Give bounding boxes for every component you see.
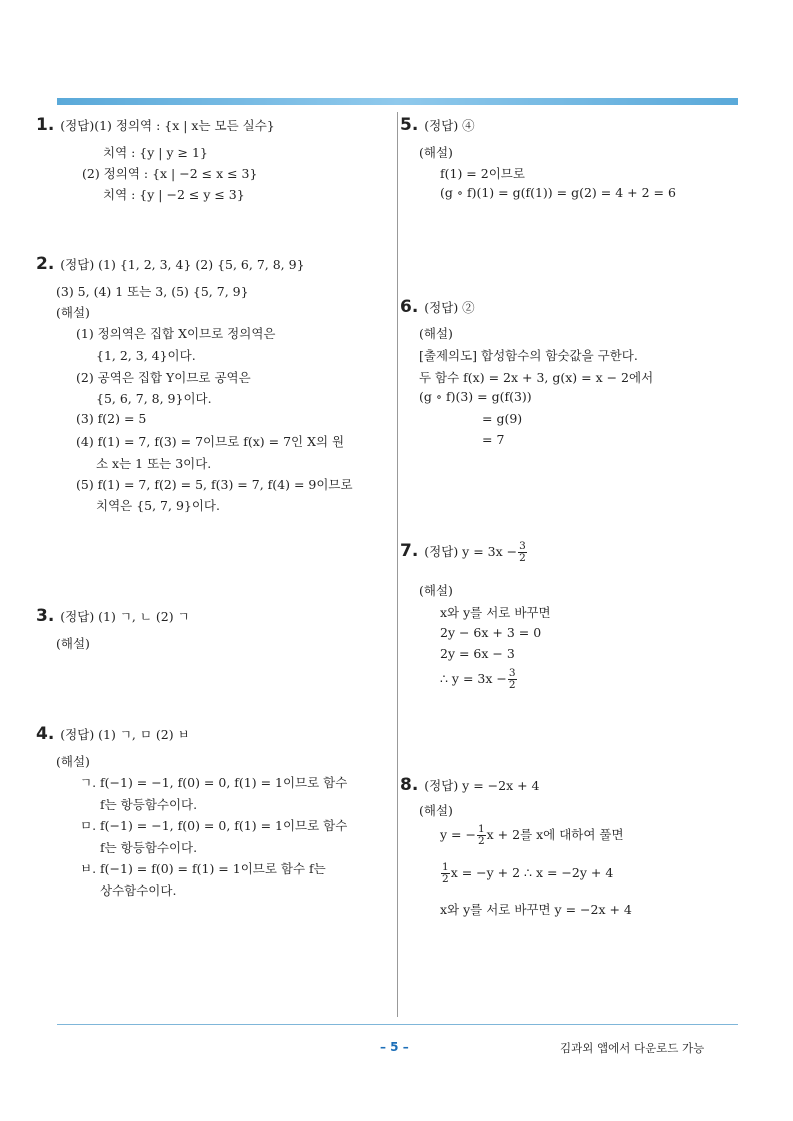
q4-e2: f는 항등함수이다. xyxy=(100,797,198,812)
q2-e5: (3) f(2) = 5 xyxy=(76,411,147,426)
q4-e4: f는 항등함수이다. xyxy=(100,840,198,855)
q2-e4: {5, 6, 7, 8, 9}이다. xyxy=(96,391,212,406)
q8-e3: x와 y를 서로 바꾸면 y = −2x + 4 xyxy=(440,902,632,917)
q2-e7: 소 x는 1 또는 3이다. xyxy=(96,456,212,471)
q8-e2: $\frac{1}{2}$ x = −y + 2 ∴ x = −2y + 4 xyxy=(442,861,614,885)
q2-line2: (3) 5, (4) 1 또는 3, (5) {5, 7, 9} xyxy=(56,284,249,299)
page-number: – 5 – xyxy=(380,1040,409,1054)
q5-explanation-label: (해설) xyxy=(419,145,453,160)
q6-explanation-label: (해설) xyxy=(419,326,453,341)
q6-e1: [출제의도] 합성함수의 함숫값을 구한다. xyxy=(419,348,638,363)
q1-line3: (2) 정의역 : {x | −2 ≤ x ≤ 3} xyxy=(82,166,258,181)
q7-e2: 2y − 6x + 3 = 0 xyxy=(440,625,542,640)
q7-e4-fraction: $\frac{3}{2}$ xyxy=(508,667,516,691)
q5-e2: (g ∘ f)(1) = g(f(1)) = g(2) = 4 + 2 = 6 xyxy=(440,185,676,200)
q4-answer: 4. (정답) (1) ㄱ, ㅁ (2) ㅂ xyxy=(36,724,190,744)
q7-explanation-label: (해설) xyxy=(419,583,453,598)
q2-explanation-label: (해설) xyxy=(56,305,90,320)
q2-e2: {1, 2, 3, 4}이다. xyxy=(96,348,196,363)
q4-explanation-label: (해설) xyxy=(56,754,90,769)
q6-answer: 6. (정답) ② xyxy=(400,297,475,317)
q6-e5: = 7 xyxy=(482,432,505,447)
q1-line4: 치역 : {y | −2 ≤ y ≤ 3} xyxy=(103,187,245,202)
top-banner-bar xyxy=(57,98,738,105)
q4-e5: ㅂ. f(−1) = f(0) = f(1) = 1이므로 함수 f는 xyxy=(80,861,326,876)
q2-e9: 치역은 {5, 7, 9}이다. xyxy=(96,498,220,513)
q2-e8: (5) f(1) = 7, f(2) = 5, f(3) = 7, f(4) = 9이므로 xyxy=(76,477,353,492)
q1-answer: 1. (정답)(1) 정의역 : {x | x는 모든 실수} xyxy=(36,115,275,135)
q8-e2-fraction: $\frac{1}{2}$ xyxy=(442,861,449,885)
q5-e1: f(1) = 2이므로 xyxy=(440,166,525,181)
q3-answer: 3. (정답) (1) ㄱ, ㄴ (2) ㄱ xyxy=(36,606,190,626)
q5-answer: 5. (정답) ④ xyxy=(400,115,475,135)
q7-answer-fraction: $\frac{3}{2}$ xyxy=(519,540,526,564)
q2-e1: (1) 정의역은 집합 X이므로 정의역은 xyxy=(76,326,276,341)
column-divider xyxy=(397,112,398,1017)
q7-e3: 2y = 6x − 3 xyxy=(440,646,515,661)
q4-e3: ㅁ. f(−1) = −1, f(0) = 0, f(1) = 1이므로 함수 xyxy=(80,818,348,833)
q7-e1: x와 y를 서로 바꾸면 xyxy=(440,605,551,620)
q2-e3: (2) 공역은 집합 Y이므로 공역은 xyxy=(76,370,251,385)
q8-e1: y = − $\frac{1}{2}$ x + 2를 x에 대하여 풀면 xyxy=(440,823,624,847)
q3-explanation-label: (해설) xyxy=(56,636,90,651)
q1-line2: 치역 : {y | y ≥ 1} xyxy=(103,145,208,160)
q8-explanation-label: (해설) xyxy=(419,803,453,818)
q4-e6: 상수함수이다. xyxy=(100,883,177,898)
q2-answer: 2. (정답) (1) {1, 2, 3, 4} (2) {5, 6, 7, 8, 9} xyxy=(36,254,305,274)
q2-e6: (4) f(1) = 7, f(3) = 7이므로 f(x) = 7인 X의 원 xyxy=(76,434,345,449)
q6-e2: 두 함수 f(x) = 2x + 3, g(x) = x − 2에서 xyxy=(419,370,654,385)
q8-answer: 8. (정답) y = −2x + 4 xyxy=(400,775,540,795)
q4-e1: ㄱ. f(−1) = −1, f(0) = 0, f(1) = 1이므로 함수 xyxy=(80,775,348,790)
q6-e3: (g ∘ f)(3) = g(f(3)) xyxy=(419,389,532,404)
q8-e1-fraction: $\frac{1}{2}$ xyxy=(477,823,485,847)
footer-line xyxy=(57,1024,738,1025)
q7-answer: 7. (정답) y = 3x − $\frac{3}{2}$ xyxy=(400,540,526,564)
q7-e4: ∴ y = 3x − $\frac{3}{2}$ xyxy=(440,667,516,691)
footer-text: 김과외 앱에서 다운로드 가능 xyxy=(560,1041,705,1055)
q6-e4: = g(9) xyxy=(482,411,523,426)
